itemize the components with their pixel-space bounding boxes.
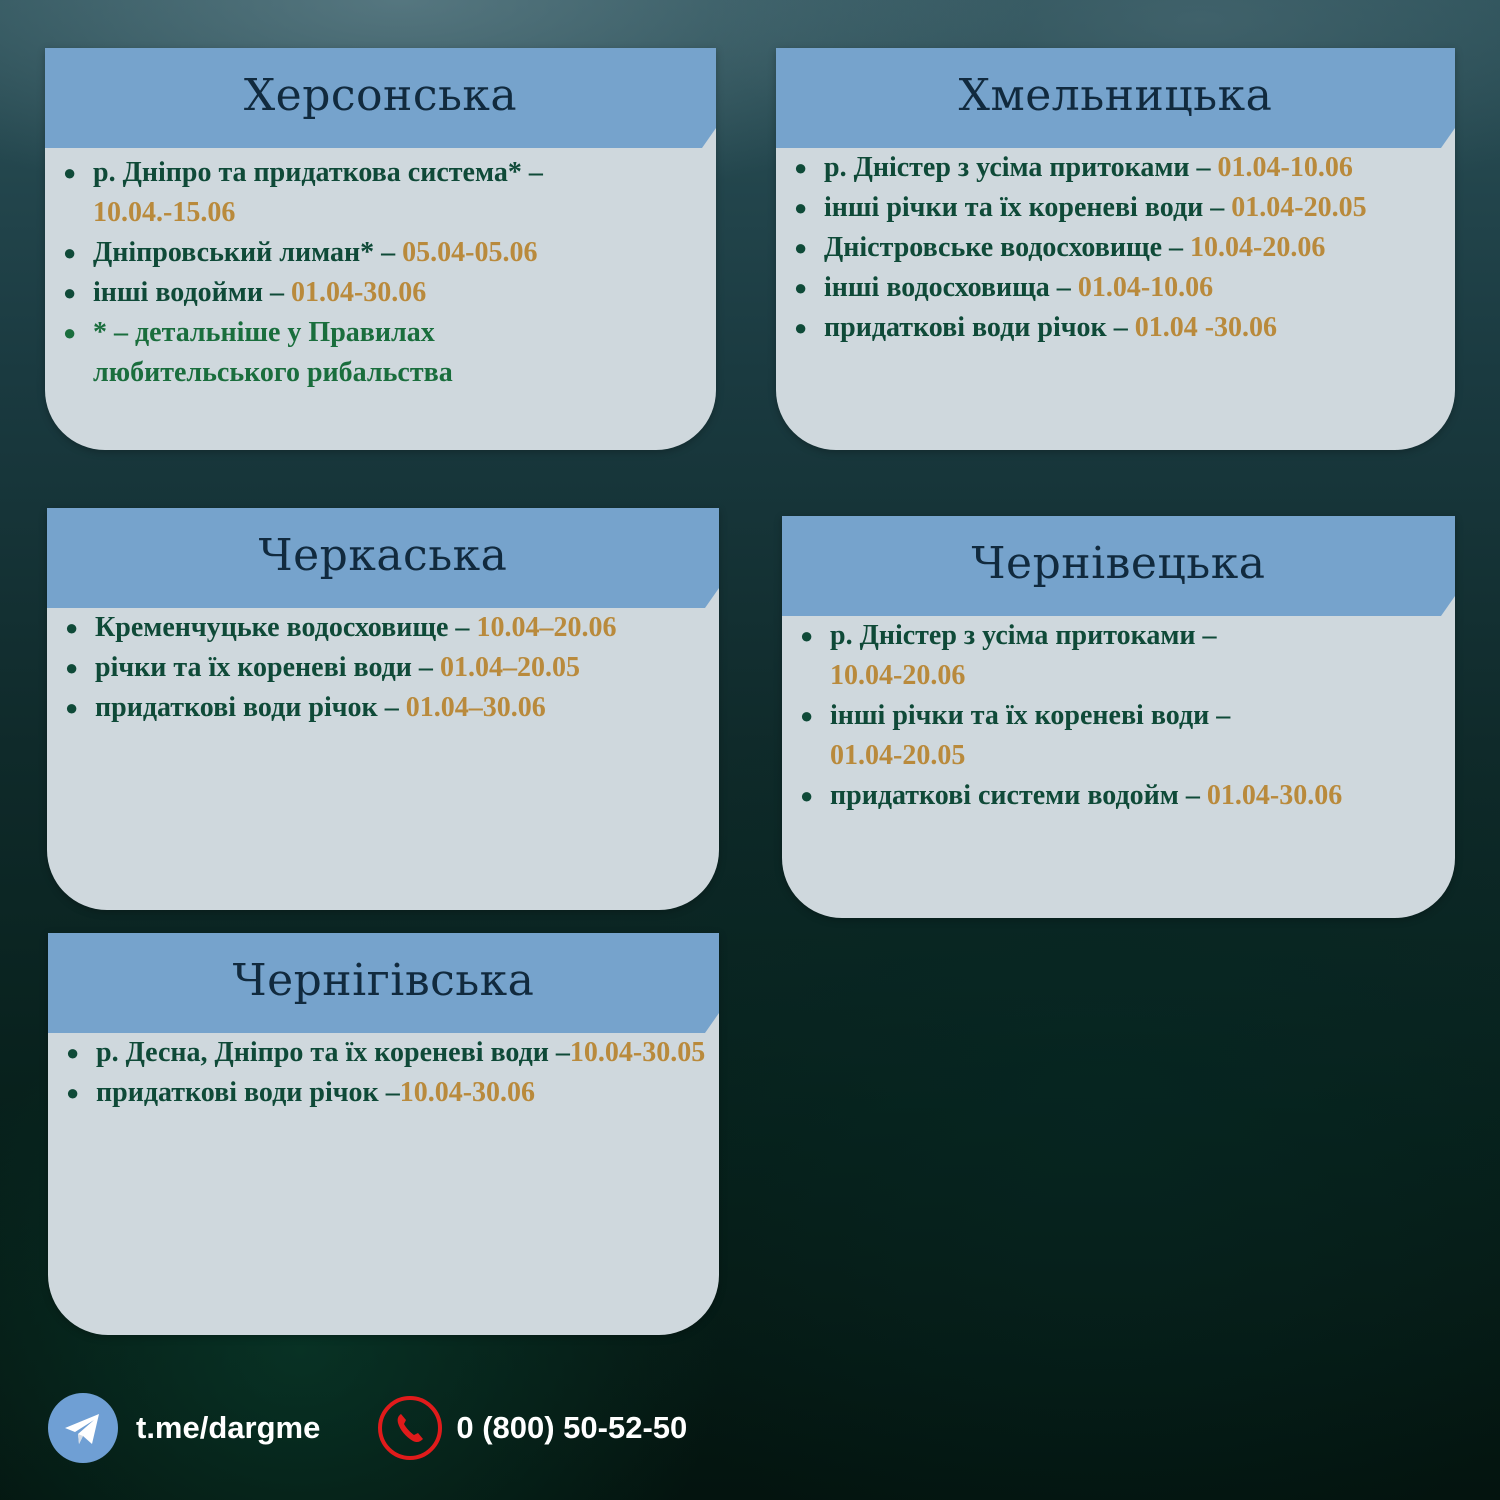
card-title: Черкаська [258, 529, 508, 581]
bullet-icon: ● [65, 655, 79, 680]
item-date: 01.04–30.06 [405, 692, 546, 723]
item-text: придаткові води річок – [824, 312, 1135, 343]
bullet-icon: ● [65, 615, 79, 640]
item-text: річки та їх кореневі води – [95, 652, 440, 683]
card-body [45, 148, 716, 393]
bullet-icon: ● [794, 235, 808, 260]
item-date: 10.04–20.06 [476, 612, 617, 643]
bullet-icon: ● [63, 240, 77, 265]
bullet-icon: ● [794, 315, 808, 340]
item-date: 01.04 -30.06 [1134, 312, 1278, 343]
bullet-icon: ● [66, 1080, 80, 1105]
item-text: р. Десна, Дніпро та їх кореневі води – [96, 1037, 570, 1068]
item-date: 05.04-05.06 [402, 237, 538, 268]
card-header [782, 516, 1455, 616]
footnote-text: * – детальніше у Правилах любительського рибальства [93, 317, 453, 388]
list-item [800, 616, 1445, 696]
item-text: Дніпровський лиман* – [93, 237, 403, 268]
item-date: 10.04-20.06 [830, 660, 966, 691]
list-item [794, 148, 1445, 188]
item-date: 01.04-20.05 [1231, 192, 1367, 223]
item-date: 10.04-30.06 [399, 1077, 536, 1108]
list-item [800, 696, 1445, 776]
list-item [65, 608, 709, 648]
telegram-icon[interactable] [48, 1393, 118, 1463]
bullet-icon: ● [63, 320, 77, 345]
phone-icon[interactable] [378, 1396, 442, 1460]
card-body [782, 616, 1455, 816]
list-item [800, 776, 1445, 816]
bullet-icon: ● [65, 695, 79, 720]
item-date: 01.04-30.06 [290, 277, 427, 308]
list-item-note [63, 313, 706, 393]
item-date: 01.04–20.05 [439, 652, 580, 683]
card-body [776, 148, 1455, 348]
region-card-cherkasy [47, 508, 719, 910]
item-text: інші водосховища – [824, 272, 1078, 303]
bullet-icon: ● [63, 280, 77, 305]
item-date: 01.04-20.05 [830, 740, 966, 771]
list-item [794, 308, 1445, 348]
item-text: придаткові води річок – [95, 692, 406, 723]
item-date: 10.04-30.05 [569, 1037, 706, 1068]
card-header [47, 508, 719, 608]
list-item [66, 1033, 709, 1073]
bullet-icon: ● [66, 1040, 80, 1065]
item-text: придаткові води річок – [96, 1077, 400, 1108]
card-body [48, 1033, 719, 1113]
item-date: 10.04-20.06 [1190, 232, 1326, 263]
item-text: р. Дністер з усіма притоками – [824, 152, 1218, 183]
item-date: 01.04-10.06 [1077, 272, 1214, 303]
list-item [66, 1073, 709, 1113]
card-title: Чернігівська [232, 954, 535, 1006]
item-text: Кременчуцьке водосховище – [95, 612, 477, 643]
list-item [794, 228, 1445, 268]
list-item [794, 268, 1445, 308]
card-body [47, 608, 719, 728]
card-header [45, 48, 716, 148]
item-text: інші річки та їх кореневі води – [830, 700, 1231, 731]
card-title: Хмельницька [958, 69, 1273, 121]
list-item [794, 188, 1445, 228]
item-date: 01.04-30.06 [1206, 780, 1343, 811]
list-item [63, 233, 706, 273]
item-text: р. Дністер з усіма притоками – [830, 620, 1217, 651]
card-title: Чернівецька [971, 537, 1266, 589]
card-header [48, 933, 719, 1033]
item-text: придаткові системи водойм – [830, 780, 1207, 811]
item-text: Дністровське водосховище – [824, 232, 1191, 263]
region-card-chernihiv [48, 933, 719, 1335]
item-text: інші річки та їх кореневі води – [824, 192, 1232, 223]
bullet-icon: ● [800, 623, 814, 648]
phone-number[interactable]: 0 (800) 50-52-50 [456, 1410, 688, 1445]
bullet-icon: ● [800, 703, 814, 728]
item-date: 01.04-10.06 [1217, 152, 1353, 183]
list-item [63, 273, 706, 313]
bullet-icon: ● [794, 195, 808, 220]
item-text: інші водойми – [93, 277, 291, 308]
region-card-chernivtsi [782, 516, 1455, 918]
list-item [65, 648, 709, 688]
card-title: Херсонська [243, 69, 518, 121]
list-item [65, 688, 709, 728]
telegram-link[interactable]: t.me/dargme [136, 1410, 321, 1445]
bullet-icon: ● [794, 155, 808, 180]
card-header [776, 48, 1455, 148]
item-text: р. Дніпро та придаткова система* – [93, 157, 543, 188]
region-card-kherson [45, 48, 716, 450]
bullet-icon: ● [800, 783, 814, 808]
region-card-khmelnytskyi [776, 48, 1455, 450]
bullet-icon: ● [794, 275, 808, 300]
contact-footer [48, 1393, 687, 1463]
item-date: 10.04.-15.06 [93, 197, 236, 228]
list-item [63, 153, 706, 233]
bullet-icon: ● [63, 160, 77, 185]
